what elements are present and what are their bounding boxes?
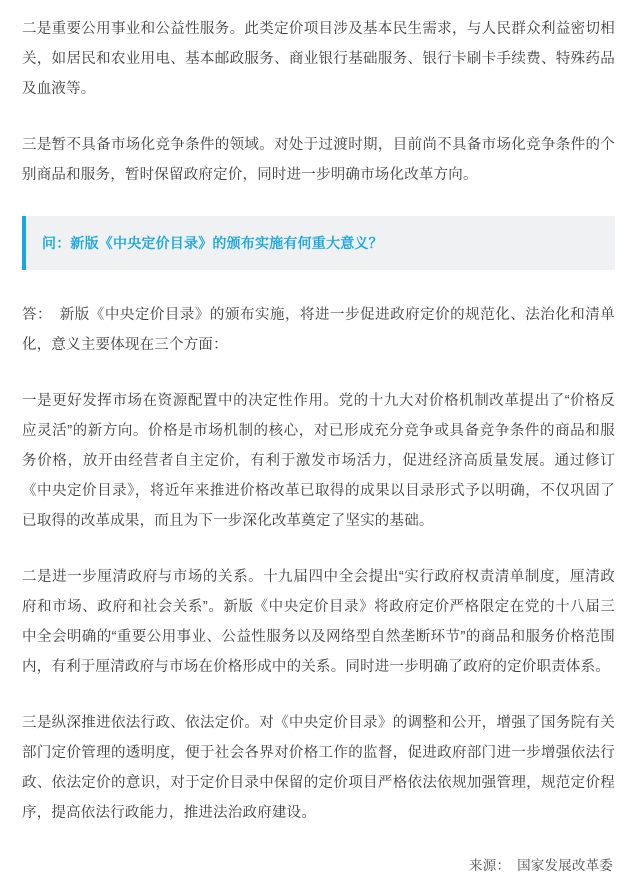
paragraph-item: 一是更好发挥市场在资源配置中的决定性作用。党的十九大对价格机制改革提出了“价格反应灵活”的新方向。价格是市场机制的核心，对已形成充分竞争或具备竞争条件的商品和服务价格，放开由经营者自主定价，有利于激发市场活力，促进经济高质量发展。通过修订《中央定价目录》，将近年来推进价格改革已取得的成果以目录形式予以明确，不仅巩固了已取得的改革成果，而且为下一步深化改革奠定了坚实的基础。 bbox=[22, 393, 615, 529]
paragraph-item: 三是暂不具备市场化竞争条件的领域。对处于过渡时期，目前尚不具备市场化竞争条件的个别商品和服务，暂时保留政府定价，同时进一步明确市场化改革方向。 bbox=[22, 137, 615, 183]
paragraph-item: 二是重要公用事业和公益性服务。此类定价项目涉及基本民生需求，与人民群众利益密切相关，如居民和农业用电、基本邮政服务、商业银行基础服务、银行卡刷卡手续费、特殊药品及血液等。 bbox=[22, 21, 615, 97]
question-label: 问： bbox=[42, 235, 71, 251]
question-callout bbox=[22, 216, 615, 270]
question-body: 新版《中央定价目录》的颁布实施有何重大意义？ bbox=[70, 235, 383, 251]
paragraph-item: 三是纵深推进依法行政、依法定价。对《中央定价目录》的调整和公开，增强了国务院有关部门定价管理的透明度，便于社会各界对价格工作的监督，促进政府部门进一步增强依法行政、依法定价的意识，对于定价目录中保留的定价项目严格依法依规加强管理，规范定价程序，提高依法行政能力，推进法治政府建设。 bbox=[22, 715, 615, 821]
article-source: 来源： 国家发展改革委 bbox=[469, 858, 613, 873]
paragraph-item: 答： 新版《中央定价目录》的颁布实施，将进一步促进政府定价的规范化、法治化和清单化，意义主要体现在三个方面： bbox=[22, 307, 615, 353]
paragraph-item: 二是进一步厘清政府与市场的关系。十九届四中全会提出“实行政府权责清单制度，厘清政府和市场、政府和社会关系”。新版《中央定价目录》将政府定价严格限定在党的十八届三中全会明确的“重要公用事业、公益性服务以及网络型自然垄断环节”的商品和服务价格范围内，有利于厘清政府与市场在价格形成中的关系。同时进一步明确了政府的定价职责体系。 bbox=[22, 569, 615, 675]
question-text bbox=[42, 232, 597, 254]
